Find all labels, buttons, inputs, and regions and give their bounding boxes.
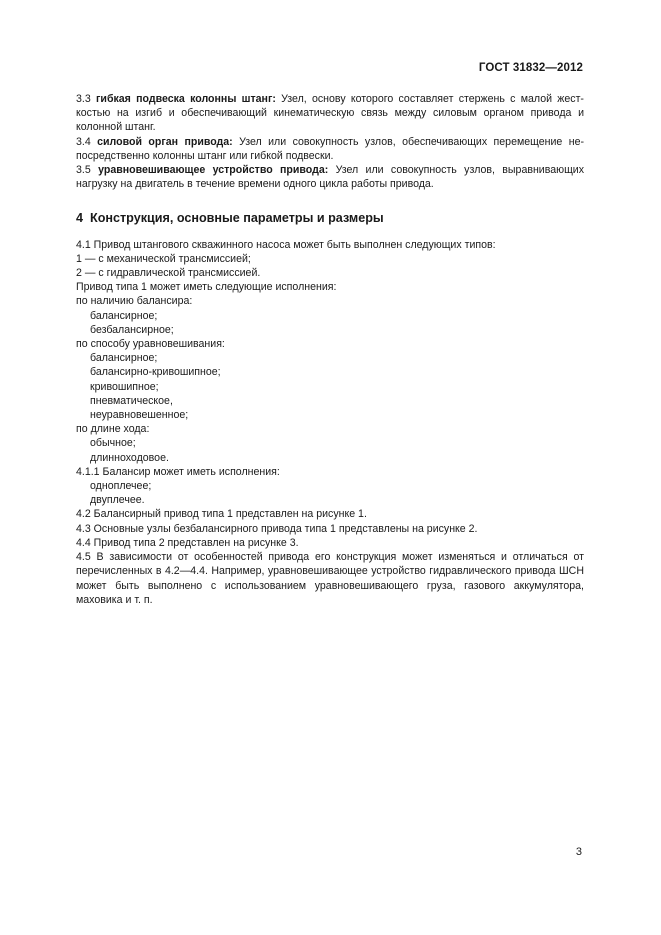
text-line: неуравновешенное; bbox=[90, 409, 189, 422]
text-line: Привод типа 1 может иметь следующие исполнения: bbox=[76, 281, 337, 294]
text-line: 1 — с механической трансмиссией; bbox=[76, 252, 251, 265]
definition-paragraph bbox=[76, 135, 584, 163]
paragraph-4-5 bbox=[76, 550, 584, 607]
paragraph-4-5-text: 4.5 В зависимости от особенностей привода его конструкция может изменяться и отличаться от перечисленных в 4.2—4.4. Например, уравновешивающее устройство гидравлического привода ШСН может быть выполнено с использованием уравновешивающего груза, газового аккумулятора, маховика и т. п. bbox=[76, 551, 584, 606]
section-number: 4 bbox=[76, 211, 84, 226]
text-line: кривошипное; bbox=[90, 380, 159, 393]
text-line: по способу уравновешивания: bbox=[76, 338, 225, 351]
definition-paragraph bbox=[76, 163, 584, 191]
text-line: одноплечее; bbox=[90, 480, 152, 493]
text-line: балансирно-кривошипное; bbox=[90, 366, 221, 379]
standard-header: ГОСТ 31832—2012 bbox=[478, 62, 583, 74]
text-line: безбалансирное; bbox=[90, 323, 174, 336]
text-line: по длине хода: bbox=[76, 423, 150, 436]
section-title: Конструкция, основные параметры и размеры bbox=[90, 211, 384, 226]
text-line: по наличию балансира: bbox=[76, 295, 193, 308]
page-content bbox=[76, 92, 584, 607]
text-line: 4.2 Балансирный привод типа 1 представлен на рисунке 1. bbox=[76, 508, 367, 521]
definition-text: Узел или совокупность узлов, обеспечивающих перемещение не-посредственно колонны штанг или гибкой подвески. bbox=[76, 135, 584, 162]
text-line: 4.4 Привод типа 2 представлен на рисунке 3. bbox=[76, 536, 299, 549]
text-line: 4.1.1 Балансир может иметь исполнения: bbox=[76, 465, 280, 478]
section-heading bbox=[76, 211, 584, 225]
section-lines bbox=[76, 238, 584, 550]
definition-term: уравновешивающее устройство привода: bbox=[98, 164, 329, 177]
definition-number: 3.3 bbox=[76, 93, 91, 105]
text-line: обычное; bbox=[90, 437, 136, 450]
text-line: балансирное; bbox=[90, 309, 158, 322]
definition-number: 3.5 bbox=[76, 164, 91, 177]
definition-text: Узел, основу которого составляет стержень с малой жест-костью на изгиб и обеспечивающий кинематическую связь между силовым органом привода и колонной штанг. bbox=[76, 93, 584, 134]
text-line: 2 — с гидравлической трансмиссией. bbox=[76, 267, 261, 280]
page-number: 3 bbox=[575, 846, 582, 858]
text-line: 4.1 Привод штангового скважинного насоса может быть выполнен следующих типов: bbox=[76, 238, 496, 251]
text-line: 4.3 Основные узлы безбалансирного привода типа 1 представлены на рисунке 2. bbox=[76, 522, 478, 535]
text-line: балансирное; bbox=[90, 352, 158, 365]
definition-term: гибкая подвеска колонны штанг: bbox=[96, 93, 276, 105]
definition-paragraph bbox=[76, 92, 584, 135]
definition-term: силовой орган привода: bbox=[97, 135, 233, 148]
text-line: двуплечее. bbox=[90, 494, 145, 507]
text-line: длинноходовое. bbox=[90, 451, 169, 464]
definition-text: Узел или совокупность узлов, выравнивающих нагрузку на двигатель в течение времени одного цикла работы привода. bbox=[76, 164, 585, 191]
definition-number: 3.4 bbox=[76, 135, 91, 148]
text-line: пневматическое, bbox=[90, 394, 173, 407]
definitions-block bbox=[76, 92, 584, 191]
